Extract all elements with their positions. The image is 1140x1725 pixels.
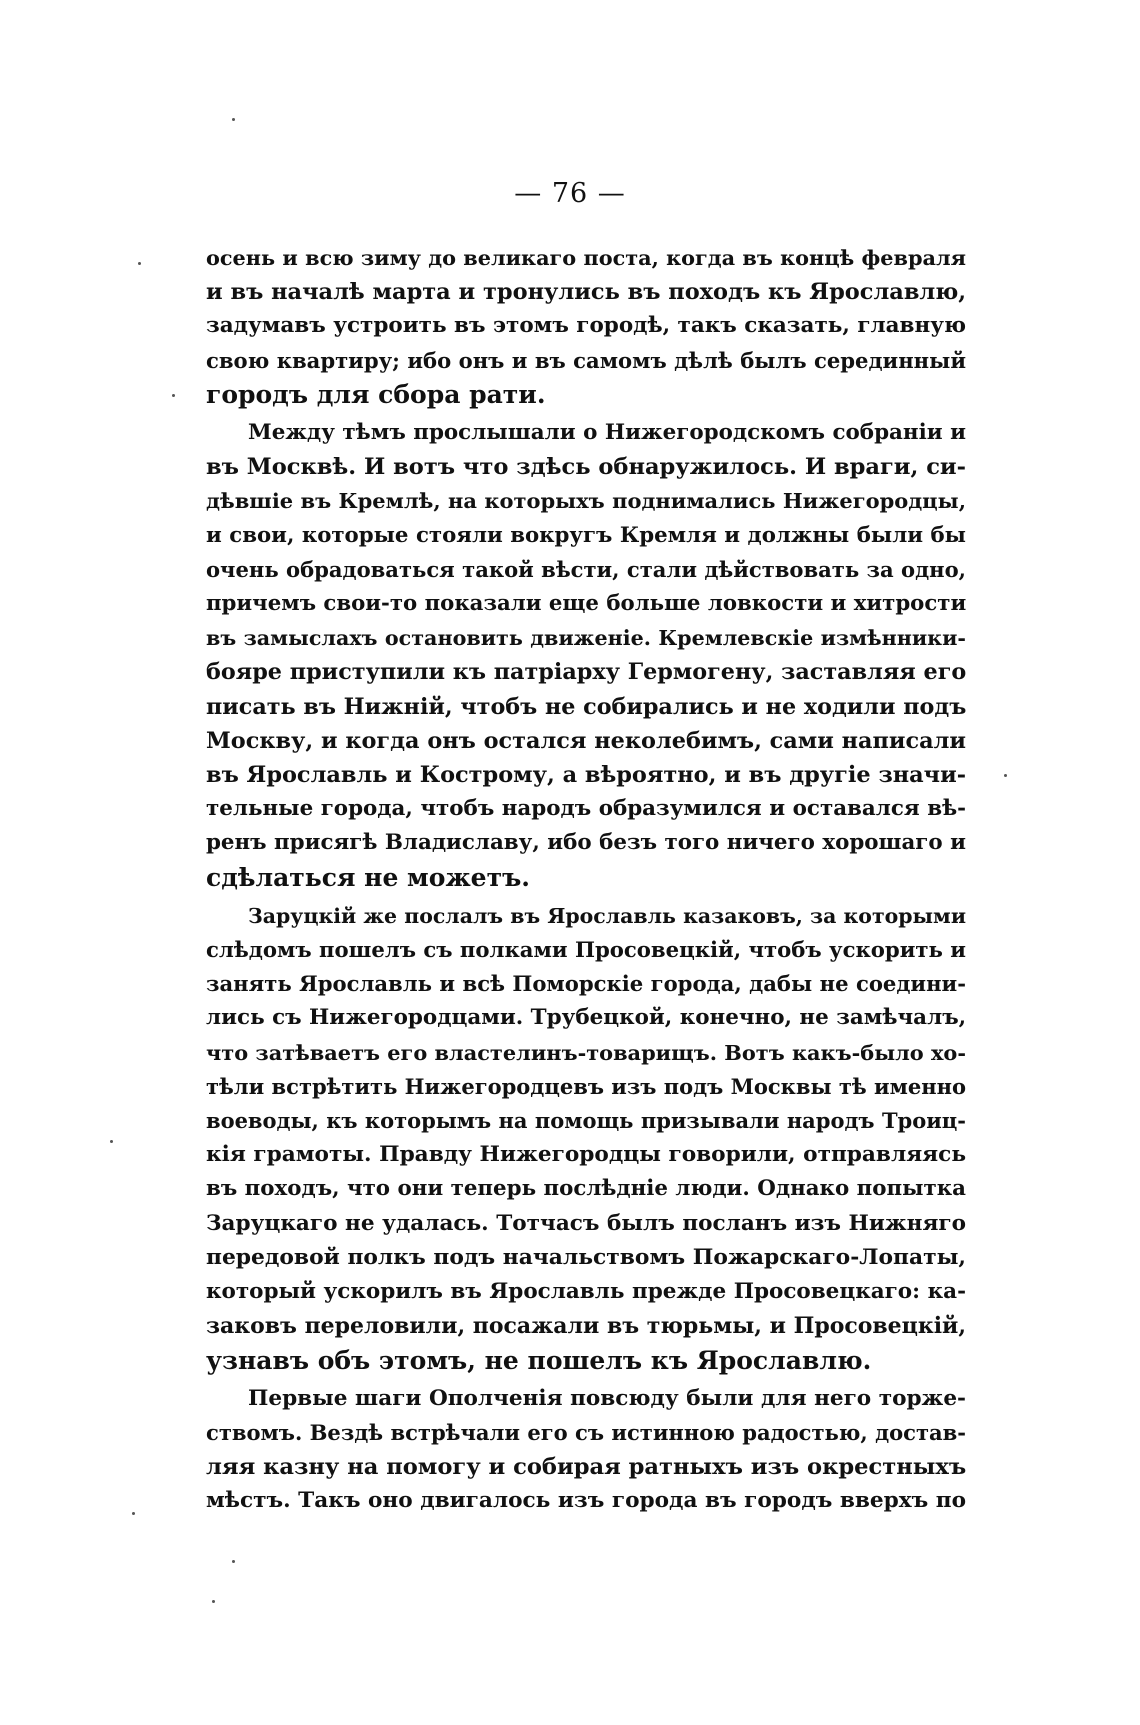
text-line: лись съ Нижегородцами. Трубецкой, конечно, не замѣчалъ,: [206, 1005, 967, 1031]
text-line: и въ началѣ марта и тронулись въ походъ къ Ярославлю,: [206, 279, 967, 306]
text-line: Москву, и когда онъ остался неколебимъ, сами написали: [206, 727, 966, 754]
text-line: Заруцкій же послалъ въ Ярославль казаковъ, за которыми: [248, 903, 966, 928]
text-line: передовой полкъ подъ начальствомъ Пожарскаго-Лопаты,: [206, 1244, 966, 1270]
text-line: въ замыслахъ остановить движеніе. Кремлевскіе измѣнники-: [206, 626, 966, 651]
text-line: писать въ Нижній, чтобъ не собирались и не ходили подъ: [206, 693, 967, 720]
scan-speck: [212, 1600, 215, 1603]
text-line: въ Москвѣ. И вотъ что здѣсь обнаружилось. И враги, си-: [206, 454, 966, 481]
text-line: кія грамоты. Правду Нижегородцы говорили, отправляясь: [206, 1142, 966, 1168]
text-line: причемъ свои-то показали еще больше ловкости и хитрости: [206, 591, 967, 617]
scan-speck: [232, 118, 235, 121]
page-number: — 76 —: [514, 178, 626, 209]
text-line: сдѣлаться не можетъ.: [206, 862, 530, 892]
text-line: воеводы, къ которымъ на помощь призывали народъ Троиц-: [206, 1108, 966, 1134]
text-line: слѣдомъ пошелъ съ полками Просовецкій, чтобъ ускорить и: [206, 937, 966, 963]
text-line: занять Ярославль и всѣ Поморскіе города, дабы не соедини-: [206, 971, 966, 997]
text-line: тѣли встрѣтить Нижегородцевъ изъ подъ Москвы тѣ именно: [206, 1073, 966, 1099]
scan-speck: [132, 1512, 135, 1515]
text-line: тельные города, чтобъ народъ образумился и оставался вѣ-: [206, 796, 966, 822]
body-text: [206, 241, 966, 1523]
scan-speck: [1004, 774, 1007, 777]
text-line: Заруцкаго не удалась. Тотчасъ былъ посланъ изъ Нижняго: [206, 1210, 966, 1236]
text-line: который ускорилъ въ Ярославль прежде Просовецкаго: ка-: [206, 1279, 966, 1305]
scan-speck: [232, 1560, 235, 1563]
text-line: въ Ярославль и Кострому, а вѣроятно, и въ другіе значи-: [206, 762, 966, 789]
scan-speck: [110, 1140, 113, 1143]
text-line: ренъ присягѣ Владиславу, ибо безъ того ничего хорошаго и: [206, 830, 966, 856]
text-line: ствомъ. Вездѣ встрѣчали его съ истинною радостью, достав-: [206, 1419, 966, 1445]
text-line: свою квартиру; ибо онъ и въ самомъ дѣлѣ былъ серединный: [206, 347, 966, 373]
text-line: бояре приступили къ патріарху Гермогену, заставляя его: [206, 659, 967, 686]
scan-speck: [138, 262, 141, 265]
text-line: городъ для сбора рати.: [206, 379, 546, 409]
text-line: задумавъ устроить въ этомъ городѣ, такъ сказать, главную: [206, 313, 966, 339]
text-line: мѣстъ. Такъ оно двигалось изъ города въ городъ вверхъ по: [206, 1488, 966, 1514]
text-line: осень и всю зиму до великаго поста, когда въ концѣ февраля: [206, 245, 966, 270]
text-line: очень обрадоваться такой вѣсти, стали дѣйствовать за одно,: [206, 556, 966, 582]
paragraph-3: [206, 899, 966, 1378]
text-line: Первые шаги Ополченія повсюду были для него торже-: [248, 1385, 966, 1411]
scan-speck: [172, 394, 175, 397]
paragraph-1: [206, 241, 966, 412]
text-line: Между тѣмъ прослышали о Нижегородскомъ собраніи и: [248, 420, 966, 446]
paragraph-2: [206, 416, 966, 895]
text-line: заковъ переловили, посажали въ тюрьмы, и Просовецкій,: [206, 1313, 966, 1340]
text-line: ляя казну на помогу и собирая ратныхъ изъ окрестныхъ: [206, 1454, 967, 1481]
text-line: и свои, которые стояли вокругъ Кремля и должны были бы: [206, 522, 966, 548]
text-line: дѣвшіе въ Кремлѣ, на которыхъ поднимались Нижегородцы,: [206, 488, 966, 514]
paragraph-4: [206, 1382, 966, 1519]
text-line: узнавъ объ этомъ, не пошелъ къ Ярославлю.: [206, 1345, 872, 1375]
text-line: въ походъ, что они теперь послѣдніе люди. Однако попытка: [206, 1176, 966, 1202]
text-line: что затѣваетъ его властелинъ-товарищъ. Вотъ какъ-было хо-: [206, 1039, 966, 1065]
